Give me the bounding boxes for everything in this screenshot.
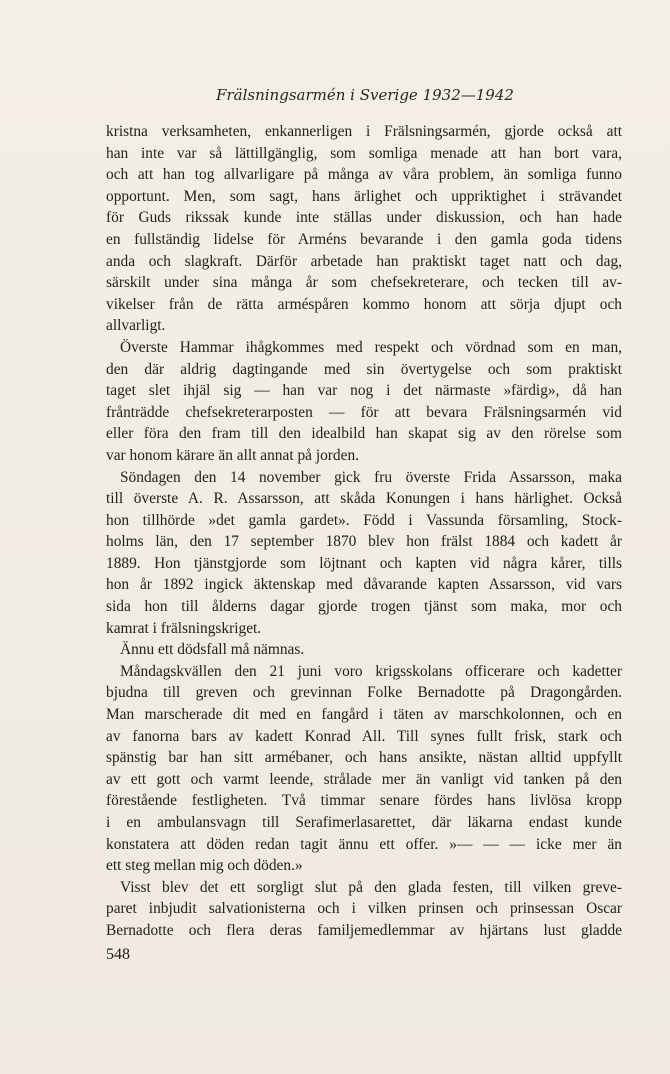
text-line: sida hon till ålderns dagar gjorde trogen tjänst som maka, mor och: [106, 598, 622, 616]
text-line: i en ambulansvagn till Serafimerlasarettet, där läkarna endast kunde: [106, 814, 622, 831]
text-line: spänstig bar han sitt armébaner, och hans ansikte, nästan alltid uppfyllt: [106, 749, 622, 767]
page-number: 548: [106, 946, 130, 963]
text-line: Ännu ett dödsfall må nämnas.: [120, 641, 305, 659]
text-line: den där aldrig dagtingande med sin övertygelse och som praktiskt: [106, 360, 622, 378]
text-line: vikelser från de rätta arméspåren kommo honom att sörja djupt och: [106, 295, 622, 313]
text-line: hon tillhörde »det gamla gardet». Född i Vassunda församling, Stock-: [106, 511, 622, 529]
text-line: för Guds rikssak kunde inte ställas under diskussion, och han hade: [106, 209, 622, 227]
text-line: taget slet ihjäl sig — han var nog i det närmaste »färdig», då han: [106, 382, 622, 400]
text-line: och att han tog allvarligare på många av våra problem, än somliga funno: [106, 166, 622, 184]
text-line: ett steg mellan mig och döden.»: [106, 857, 303, 875]
text-line: paret inbjudit salvationisterna och i vilken prinsen och prinsessan Oscar: [106, 900, 622, 918]
text-line: kamrat i frälsningskriget.: [106, 619, 262, 637]
text-line: särskilt under sina många år som chefsekreterare, och tecken till av-: [106, 274, 622, 292]
text-line: Måndagskvällen den 21 juni voro krigsskolans officerare och kadetter: [120, 662, 622, 680]
text-line: Visst blev det ett sorgligt slut på den glada festen, till vilken greve-: [120, 878, 622, 896]
text-line: av fanorna bars av kadett Konrad All. Till synes fullt frisk, stark och: [106, 727, 622, 745]
text-line: allvarligt.: [106, 317, 166, 335]
text-line: han inte var så lättillgänglig, som somliga menade att han bort vara,: [106, 144, 622, 162]
text-line: opportunt. Men, som sagt, hans ärlighet och uppriktighet i strävandet: [106, 187, 622, 205]
text-line: Överste Hammar ihågkommes med respekt och vördnad som en man,: [120, 338, 622, 356]
running-header: [0, 86, 670, 104]
text-line: förestående festligheten. Två timmar senare fördes hans livlösa kropp: [106, 792, 622, 810]
text-line: eller föra den fram till den idealbild han skapat sig av den rörelse som: [106, 425, 622, 443]
body-text: [106, 121, 622, 942]
text-line: holms län, den 17 september 1870 blev hon frälst 1884 och kadett år: [106, 533, 622, 551]
text-line: till överste A. R. Assarsson, att skåda Konungen i hans härlighet. Också: [106, 490, 622, 508]
text-line: Söndagen den 14 november gick fru överste Frida Assarsson, maka: [120, 468, 622, 486]
text-line: 1889. Hon tjänstgjorde som löjtnant och kapten vid några kårer, tills: [106, 554, 622, 572]
text-line: en fullständig lidelse för Arméns bevarande i den gamla goda tidens: [106, 230, 622, 248]
text-line: konstatera att döden redan tagit ännu ett offer. »— — — icke mer än: [106, 835, 622, 853]
text-line: av ett gott och varmt leende, strålade mer än vanligt vid tanken på den: [106, 770, 622, 788]
text-line: hon år 1892 ingick äktenskap med dåvarande kapten Assarsson, vid vars: [106, 576, 622, 594]
text-line: kristna verksamheten, enkannerligen i Frälsningsarmén, gjorde också att: [106, 123, 622, 140]
text-line: bjudna till greven och grevinnan Folke Bernadotte på Dragongården.: [106, 684, 622, 702]
text-line: Bernadotte och flera deras familjemedlemmar av hjärtans lust gladde: [106, 921, 622, 939]
text-line: Man marscherade dit med en fangård i täten av marschkolonnen, och en: [106, 706, 622, 724]
text-line: var honom kärare än allt annat på jorden.: [106, 446, 359, 464]
text-line: anda och slagkraft. Därför arbetade han praktiskt taget natt och dag,: [106, 252, 622, 270]
text-line: frånträdde chefsekreterarposten — för att bevara Frälsningsarmén vid: [106, 403, 622, 421]
running-title: Frälsningsarmén i Sverige 1932—1942: [216, 86, 514, 104]
